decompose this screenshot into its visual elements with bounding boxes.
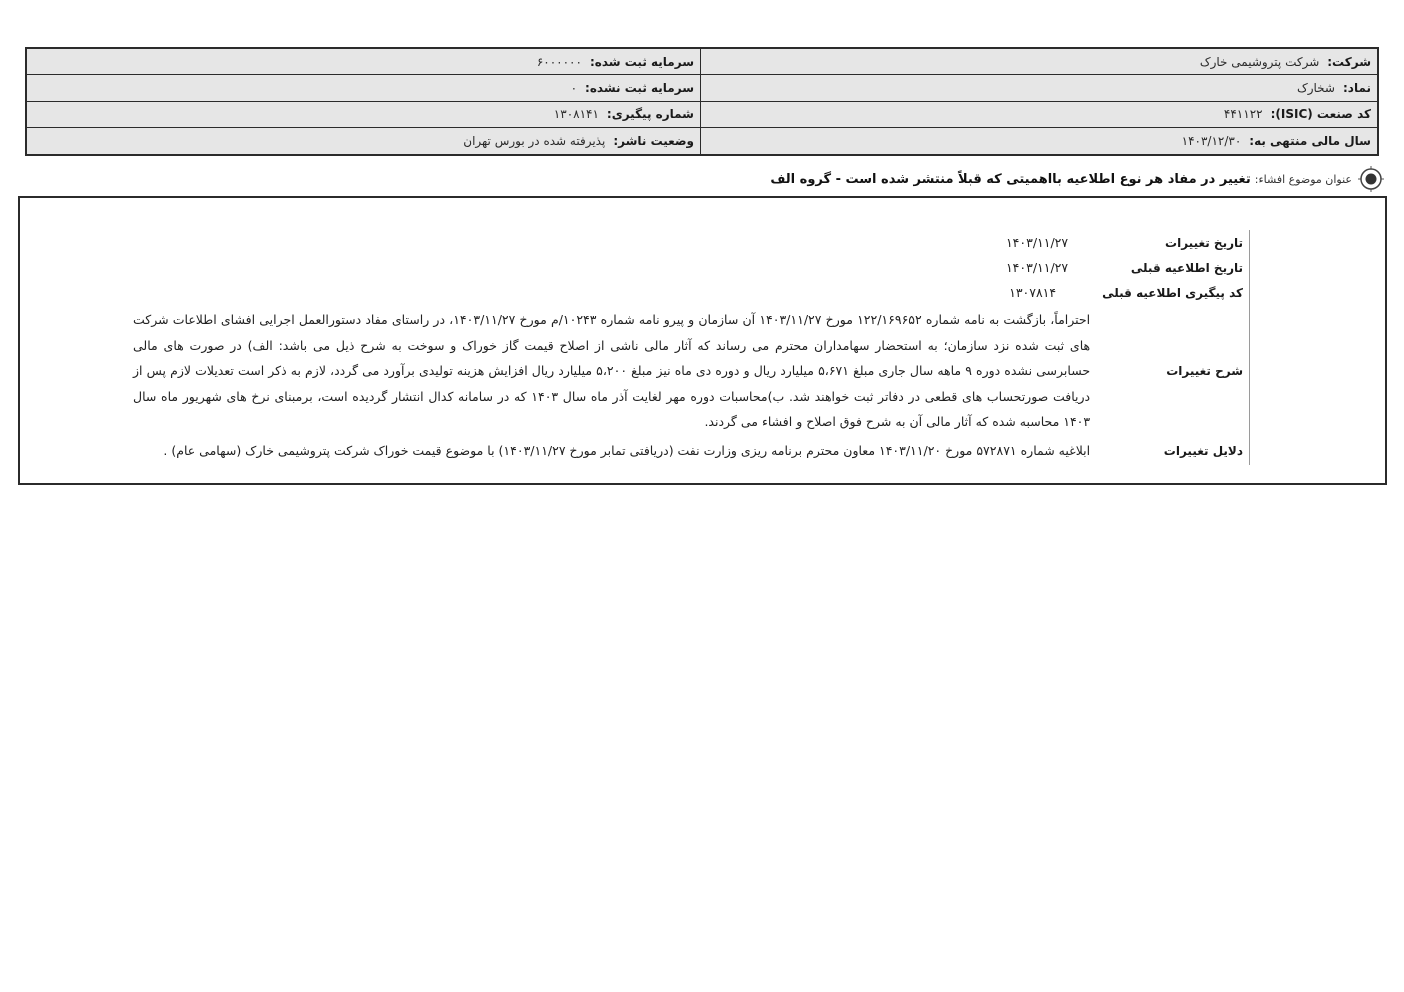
- symbol-value: شخارک: [1296, 80, 1335, 95]
- description-row: [133, 305, 1250, 437]
- symbol-label: نماد:: [1342, 80, 1371, 95]
- company-value: شرکت پتروشیمی خارک: [1199, 54, 1320, 69]
- publisher-status-label: وضعیت ناشر:: [613, 133, 694, 148]
- subject-title: تغییر در مفاد هر نوع اطلاعیه بااهمیتی که قبلاً منتشر شده است - گروه الف: [770, 171, 1251, 187]
- previous-notice-date-row: [133, 255, 1250, 280]
- change-date-row: [133, 230, 1250, 255]
- publisher-status-value: پذیرفته شده در بورس تهران: [463, 133, 606, 148]
- change-date-value: ۱۴۰۳/۱۱/۲۷: [1005, 235, 1069, 250]
- previous-tracking-code-row: [133, 280, 1250, 305]
- registered-capital-cell: [27, 49, 700, 75]
- fiscal-year-label: سال مالی منتهی به:: [1249, 133, 1371, 148]
- previous-notice-date-value: ۱۴۰۳/۱۱/۲۷: [1005, 260, 1069, 275]
- tracking-number-value: ۱۳۰۸۱۴۱: [553, 107, 599, 122]
- change-date-label: تاریخ تغییرات: [1102, 230, 1249, 255]
- unregistered-capital-label: سرمایه ثبت نشده:: [585, 80, 694, 95]
- tracking-number-cell: [27, 102, 700, 128]
- registered-capital-value: ۶۰۰۰۰۰۰: [536, 54, 582, 69]
- subject-caption: عنوان موضوع افشاء:: [1254, 172, 1352, 186]
- tracking-number-label: شماره پیگیری:: [606, 107, 694, 122]
- company-label: شرکت:: [1327, 54, 1371, 69]
- change-details-box: [18, 196, 1387, 485]
- symbol-cell: [700, 75, 1377, 101]
- company-cell: [700, 49, 1377, 75]
- unregistered-capital-cell: [27, 75, 700, 101]
- previous-notice-date-label: تاریخ اطلاعیه قبلی: [1102, 255, 1249, 280]
- disclosure-subject: [770, 166, 1384, 192]
- unregistered-capital-value: ۰: [570, 80, 578, 95]
- company-info-table: [25, 47, 1379, 156]
- isic-value: ۴۴۱۱۲۲: [1223, 107, 1263, 122]
- isic-cell: [700, 102, 1377, 128]
- registered-capital-label: سرمایه ثبت شده:: [589, 54, 694, 69]
- isic-label: کد صنعت (ISIC):: [1270, 107, 1371, 122]
- publisher-status-cell: [27, 128, 700, 154]
- reasons-value: ابلاغیه شماره ۵۷۲۸۷۱ مورخ ۱۴۰۳/۱۱/۲۰ معاون محترم برنامه ریزی وزارت نفت (دریافتی تمابر مورخ ۱۴۰۳/۱۱/۲۷) با موضوع قیمت خوراک شرکت پتروشیمی خارک (سهامی عام) .: [163, 443, 1091, 458]
- description-value: احتراماً، بازگشت به نامه شماره ۱۲۲/۱۶۹۶۵۲ مورخ ۱۴۰۳/۱۱/۲۷ آن سازمان و پیرو نامه شماره ۱۰۲۴۳/م مورخ ۱۴۰۳/۱۱/۲۷، در راستای مفاد دستورالعمل اجرایی افشای اطلاعات شرکت های ثبت شده نزد سازمان؛ به استحضار سهامداران محترم می رساند که آثار مالی ناشی از اصلاح قیمت گاز خوراک و سوخت به شرح ذیل می باشد: الف) در صورت های مالی حسابرسی نشده دوره ۹ ماهه سال جاری مبلغ ۵،۶۷۱ میلیارد ریال و دوره دی ماه نیز مبلغ ۵،۲۰۰ میلیارد ریال افزایش هزینه تولیدی برآورد می گردد، لازم به ذکر است تعدیلات لازم پس از دریافت صورتحساب های قطعی در دفاتر ثبت خواهند شد. ب)محاسبات دوره مهر لغایت آذر ماه سال ۱۴۰۳ که در سامانه کدال انتشار گردیده است، برمبنای نرخ های شهریور ماه سال ۱۴۰۳ محاسبه شده که آثار مالی آن به شرح فوق اصلاح و افشاء می گردند.: [133, 312, 1091, 429]
- reasons-label: دلایل تغییرات: [1102, 437, 1249, 465]
- target-bullet-icon: [1358, 166, 1384, 192]
- previous-tracking-code-value: ۱۳۰۷۸۱۴: [1009, 285, 1057, 300]
- fiscal-year-cell: [700, 128, 1377, 154]
- fiscal-year-value: ۱۴۰۳/۱۲/۳۰: [1181, 133, 1242, 148]
- reasons-row: [133, 437, 1250, 465]
- description-label: شرح تغییرات: [1102, 305, 1249, 437]
- previous-tracking-code-label: کد پیگیری اطلاعیه قبلی: [1102, 280, 1249, 305]
- change-details-table: [132, 230, 1250, 465]
